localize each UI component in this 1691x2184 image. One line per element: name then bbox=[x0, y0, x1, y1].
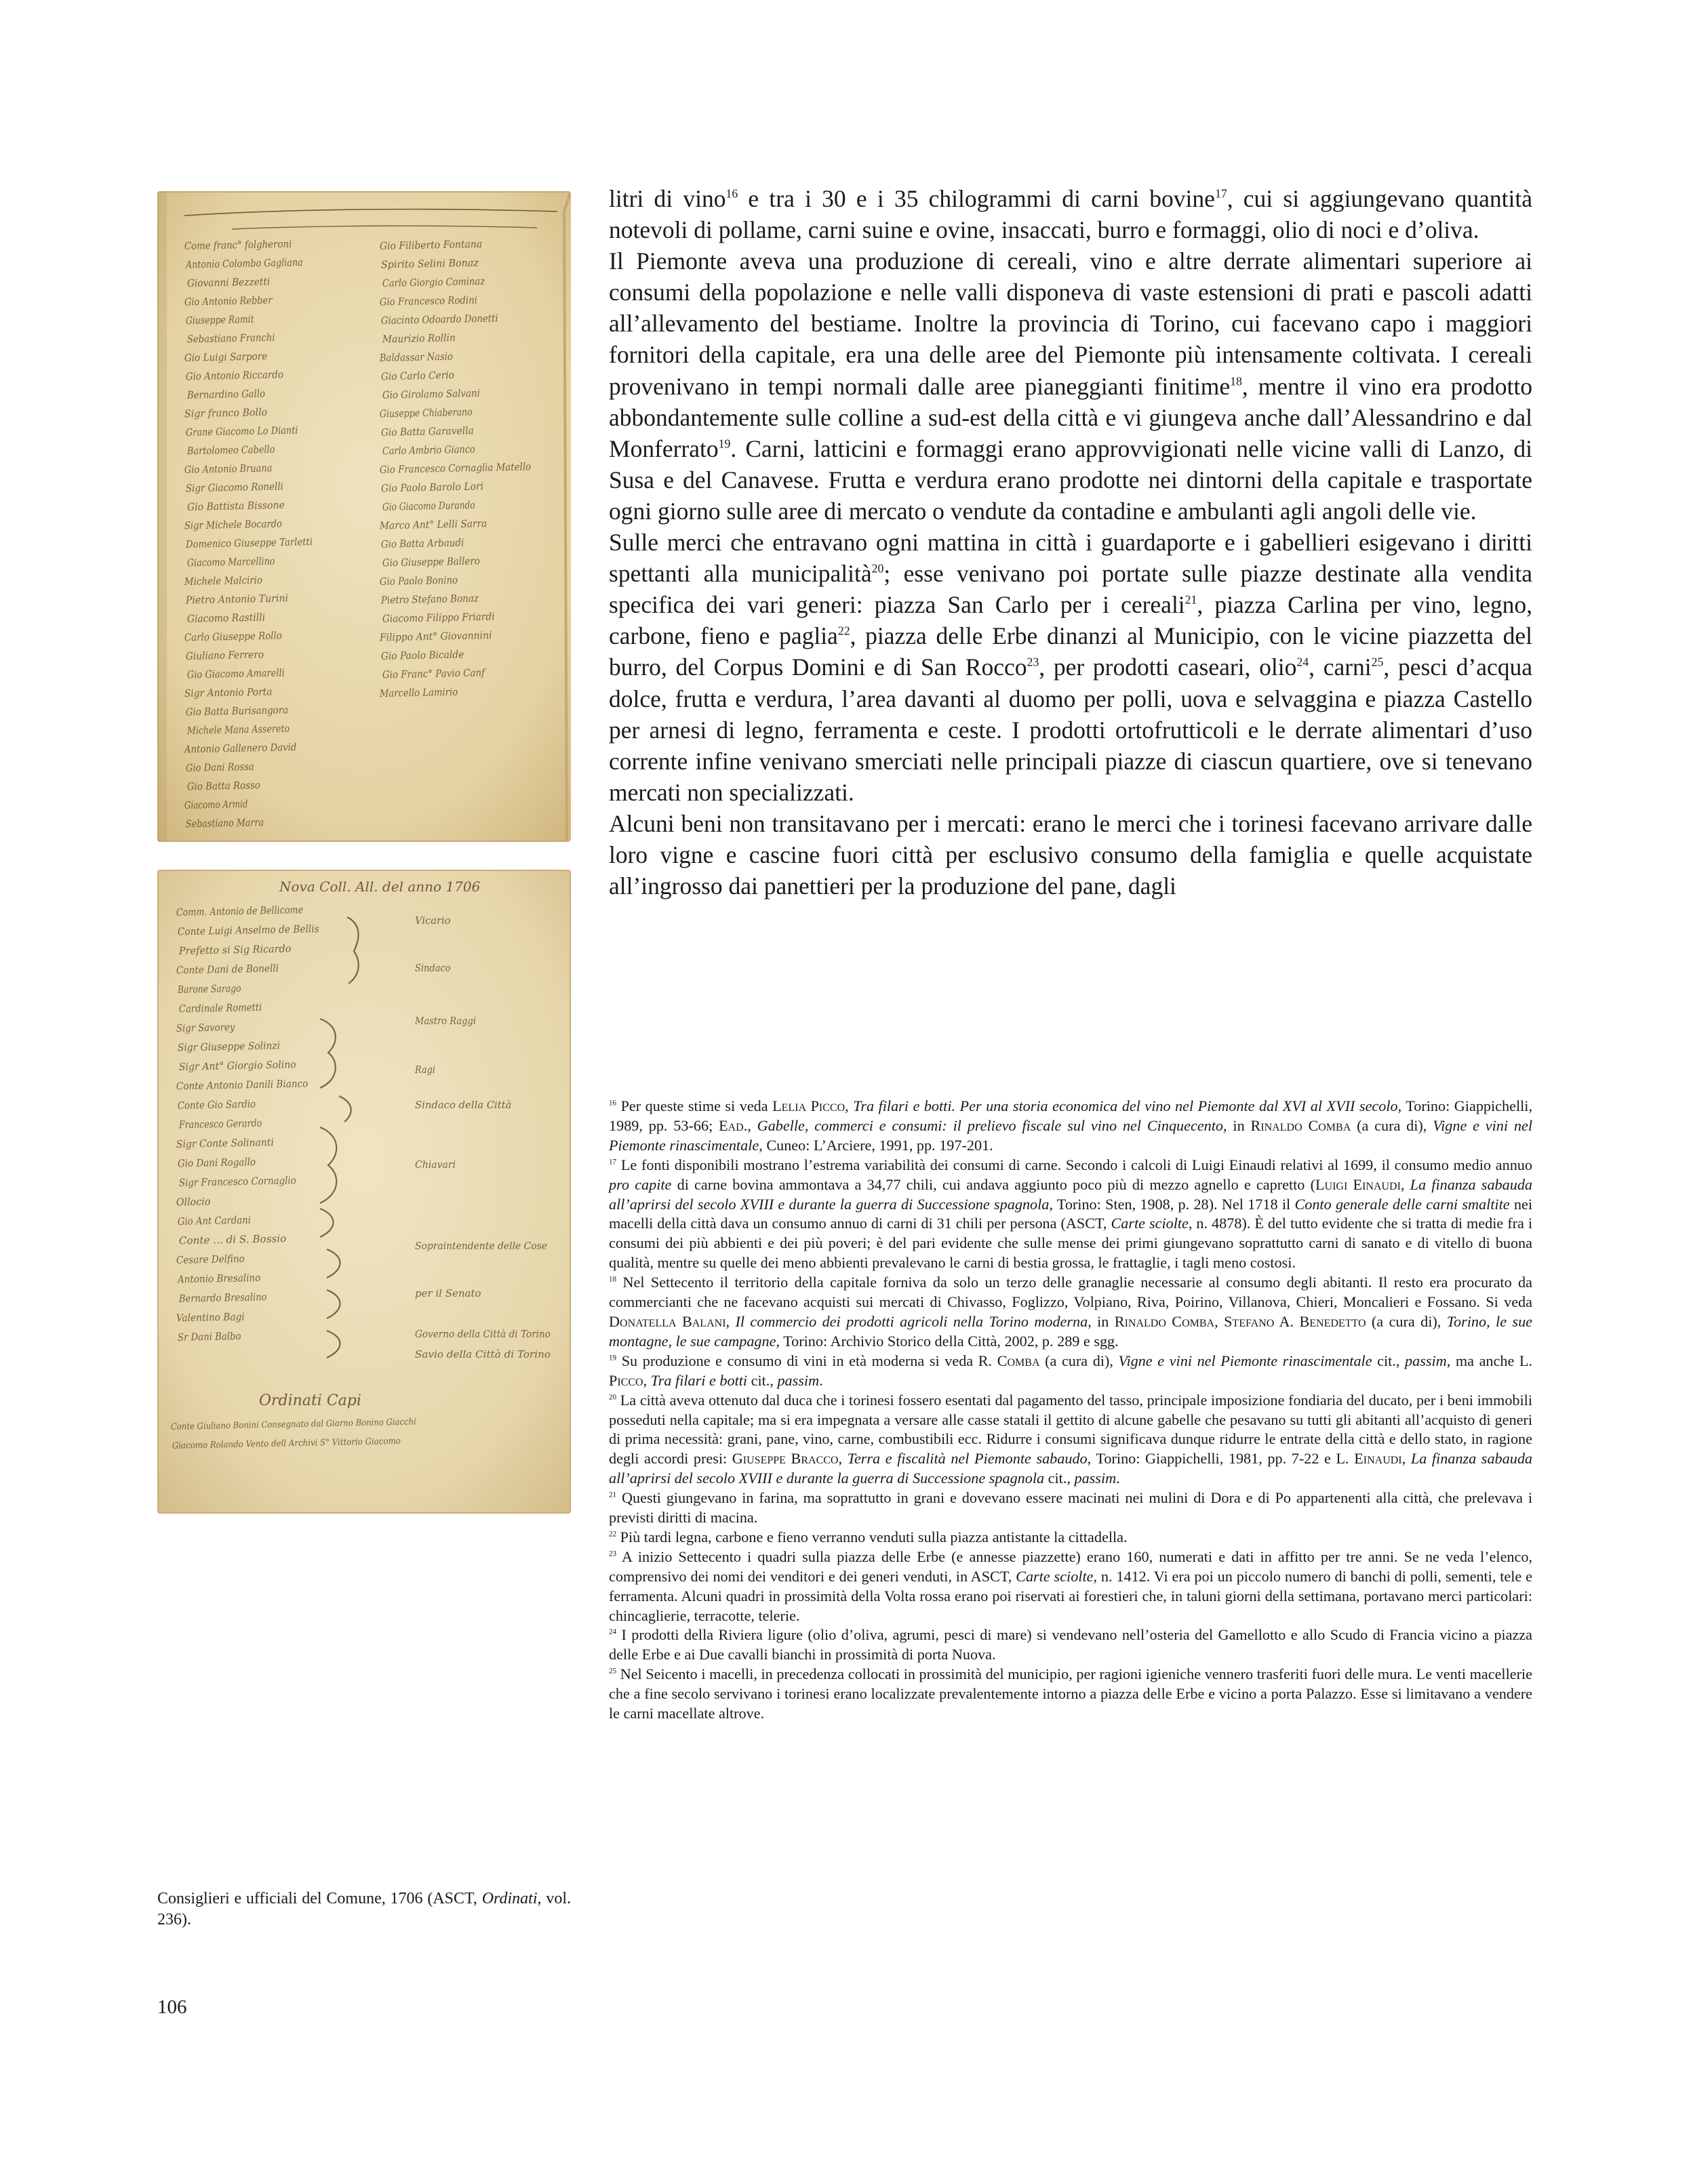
footnote-number: 24 bbox=[609, 1628, 617, 1637]
handwritten-line: Filippo Ant° Giovannini bbox=[379, 628, 501, 644]
text-run: , per prodotti caseari, olio bbox=[1039, 653, 1297, 681]
italic-term: passim bbox=[1405, 1352, 1447, 1369]
text-run: , cui si aggiungevano quantità notevoli di pollame, carni suine e ovine, insaccati, burro e formaggi, olio di noci e d’oliva. bbox=[609, 185, 1532, 244]
handwritten-line: Gio Giacomo Durando bbox=[382, 498, 496, 513]
text-run: , in bbox=[1223, 1116, 1251, 1134]
text-run: (a cura di), bbox=[1351, 1116, 1433, 1134]
work-title: Conto generale delle carni smaltite bbox=[1294, 1195, 1510, 1213]
footnote-number: 18 bbox=[609, 1275, 617, 1284]
handwritten-line: Prefetto si Sig Ricardo bbox=[178, 942, 296, 957]
archive-series: Carte sciolte bbox=[1111, 1215, 1189, 1232]
footnote-25 bbox=[609, 1665, 1532, 1724]
footnote-21 bbox=[609, 1489, 1532, 1528]
footnote-number: 20 bbox=[609, 1393, 617, 1402]
author-name: Rinaldo Comba bbox=[1114, 1312, 1215, 1330]
handwritten-line: per il Senato bbox=[415, 1287, 481, 1299]
handwritten-line: Sigr Savorey bbox=[176, 1020, 243, 1034]
handwritten-line: Chiavari bbox=[415, 1158, 456, 1171]
text-run: , n. 1412. Vi era poi un piccolo numero di banchi di polli, sementi, tele e ferramenta. Alcuni quadri in prossimità della Volta rossa erano poi riservati ai forestieri che, in taluni giorni della settimana, portavano merci particolari: chincaglierie, terracotte, telerie. bbox=[609, 1567, 1532, 1624]
footnote-24 bbox=[609, 1625, 1532, 1665]
text-run: , n. 4878). È del tutto evidente che si tratta di medie fra i consumi dei più abbienti e dei più poveri; è del pari evidente che sulle mense dei primi giungevano soprattutto carni di sanato e di vitello di buona qualità, mentre su quelle dei meno abbienti prevalevano le carni di bestia grossa, le frattaglie, i tagli meno costosi. bbox=[609, 1215, 1533, 1272]
author-name: Ead. bbox=[719, 1116, 748, 1134]
footnote-ref-17: 17 bbox=[1214, 186, 1227, 201]
handwritten-line: Spirito Selini Bonaz bbox=[380, 256, 484, 271]
paragraph bbox=[609, 245, 1532, 527]
handwritten-line: Gio Dani Rogallo bbox=[177, 1155, 265, 1170]
footnotes bbox=[609, 1097, 1532, 1724]
handwritten-line: Maurizio Rollin bbox=[382, 331, 462, 346]
handwritten-line: Sindaco bbox=[415, 962, 451, 974]
author-name: Rinaldo Comba bbox=[1250, 1116, 1351, 1134]
work-title: La finanza sabauda all’aprirsi del secolo XVIII e durante la guerra di Successione spagnola bbox=[609, 1450, 1533, 1487]
text-run: , in bbox=[1088, 1312, 1115, 1330]
footnote-ref-16: 16 bbox=[725, 186, 738, 201]
handwritten-line: Ollocio bbox=[176, 1195, 213, 1209]
handwritten-line: Gio Luigi Sarpore bbox=[184, 350, 277, 364]
handwritten-line: Savio della Città di Torino bbox=[415, 1348, 551, 1360]
manuscript-page-2 bbox=[157, 870, 571, 1514]
handwritten-line: Bernardino Gallo bbox=[186, 387, 276, 401]
text-run: , Torino: Giappichelli, 1981, pp. 7-22 e L. bbox=[1087, 1450, 1355, 1468]
footnote-23 bbox=[609, 1548, 1532, 1626]
text-run: Su produzione e consumo di vini in età moderna si veda R. bbox=[616, 1352, 997, 1369]
manuscript-header: Nova Coll. All. del anno 1706 bbox=[279, 878, 481, 895]
author-name: Picco bbox=[609, 1371, 643, 1389]
handwritten-line: Gio Dani Rossa bbox=[185, 760, 264, 774]
manuscript-image-2 bbox=[157, 870, 571, 1514]
text-run: , piazza delle Erbe dinanzi al Municipio, con le vicine piazzetta del burro, del Corpus Domini e di San Rocco bbox=[609, 622, 1532, 681]
footnote-ref-19: 19 bbox=[718, 437, 731, 451]
handwritten-line: Gio Antonio Rebber bbox=[184, 294, 286, 308]
handwritten-line: Barone Sarago bbox=[177, 982, 255, 996]
page-number: 106 bbox=[157, 1996, 187, 2018]
text-run: . bbox=[1116, 1470, 1120, 1487]
manuscript-image-1 bbox=[157, 191, 571, 842]
text-run: . Carni, latticini e formaggi erano approvvigionati nelle vicine valli di Lanzo, di Susa e del Canavese. Frutta e verdura erano prodotte nei dintorni della capitale e trasportate ogni giorno sulle aree di mercato o vendute da contadine e ambulanti agli angoli delle vie. bbox=[609, 434, 1532, 525]
handwritten-line: Sebastiano Marra bbox=[185, 815, 279, 830]
text-run: , bbox=[747, 1116, 757, 1134]
text-run: I prodotti della Riviera ligure (olio d’oliva, agrumi, pesci di mare) si vendevano nell’osteria del Gamellotto e allo Scudo di Francia vicino a piazza delle Erbe e ai Due cavalli bianchi in prossimità di porta Nuova. bbox=[609, 1626, 1532, 1663]
text-run: cit., bbox=[747, 1371, 778, 1389]
footnote-number: 23 bbox=[609, 1550, 617, 1558]
text-run: , bbox=[1214, 1312, 1225, 1330]
text-run: Per queste stime si veda bbox=[616, 1097, 773, 1114]
handwritten-line: Gio Paolo Bicalde bbox=[380, 648, 472, 662]
text-run: Questi giungevano in farina, ma soprattutto in grani e dovevano essere macinati nei mulini di Dora e di Po appartenenti alla città, che prelevava i previsti diritti di macina. bbox=[609, 1489, 1532, 1526]
work-title: Torino, le sue montagne, le sue campagne bbox=[609, 1312, 1533, 1350]
handwritten-line: Marcello Lamirio bbox=[379, 685, 469, 700]
author-name: Donatella Balani bbox=[609, 1312, 726, 1330]
handwritten-line: Gio Franc° Pavio Canf bbox=[382, 666, 497, 681]
text-run: Nel Seicento i macelli, in precedenza collocati in prossimità del municipio, per ragioni igieniche vennero trasferiti fuori delle mura. Le venti macellerie che a fine secolo servivano i torinesi erano localizzate prevalentemente intorno a piazza delle Erbe e vicino a porta Palazzo. Esse si limitavano a vendere le carni macellate altrove. bbox=[609, 1665, 1532, 1722]
work-title: Tra filari e botti. Per una storia economica del vino nel Piemonte dal XVI al XVII secolo bbox=[853, 1097, 1398, 1114]
text-run: . bbox=[819, 1371, 823, 1389]
manuscript-footer: Ordinati Capi bbox=[259, 1392, 361, 1409]
text-run: Più tardi legna, carbone e fieno verranno venduti sulla piazza antistante la cittadella. bbox=[616, 1528, 1128, 1545]
handwritten-line: Giacinto Odoardo Donetti bbox=[380, 311, 514, 327]
page-binding-shadow bbox=[157, 191, 167, 842]
footnote-number: 25 bbox=[609, 1667, 617, 1676]
text-run: , carni bbox=[1309, 653, 1372, 681]
handwritten-line: Mastro Raggi bbox=[414, 1015, 477, 1027]
work-title: La finanza sabauda all’aprirsi del secolo XVIII e durante la guerra di Successione spagnola bbox=[609, 1175, 1533, 1213]
handwritten-line: Conte Gio Sardio bbox=[177, 1097, 266, 1112]
handwritten-line: Gio Antonio Bruana bbox=[184, 461, 286, 476]
footnote-ref-20: 20 bbox=[871, 561, 884, 575]
handwritten-line: Grane Giacomo Lo Dianti bbox=[185, 423, 317, 439]
handwritten-line: Gio Ant Cardani bbox=[177, 1213, 261, 1228]
handwritten-line: Pietro Antonio Turini bbox=[185, 592, 295, 607]
manuscript-page-1 bbox=[157, 191, 571, 842]
text-run: , Torino: Sten, 1908, p. 28). Nel 1718 il bbox=[1049, 1195, 1295, 1213]
handwritten-line: Francesco Gerardo bbox=[178, 1116, 279, 1131]
handwritten-line: Sr Dani Balbo bbox=[177, 1329, 250, 1343]
handwritten-line: Gio Giuseppe Ballero bbox=[382, 554, 492, 569]
handwritten-line: Gio Batta Rosso bbox=[186, 778, 270, 793]
handwritten-line: Cesare Delfino bbox=[176, 1252, 253, 1266]
handwritten-line: Gio Battista Bissone bbox=[186, 498, 292, 513]
footnote-number: 17 bbox=[609, 1158, 617, 1167]
handwritten-line: Conte ... di S. Bossio bbox=[178, 1232, 285, 1247]
handwritten-line: Giacomo Filippo Friardi bbox=[382, 610, 506, 625]
italic-term: passim bbox=[777, 1371, 820, 1389]
handwritten-line: Giacomo Rastilli bbox=[186, 611, 272, 625]
handwritten-line: Baldassar Nasio bbox=[379, 350, 464, 364]
paragraph bbox=[609, 527, 1532, 808]
italic-term: passim bbox=[1074, 1470, 1117, 1487]
handwritten-line: Michele Malcirio bbox=[184, 573, 272, 588]
archive-series: Carte sciolte bbox=[1016, 1567, 1094, 1585]
text-run: , Torino: Archivio Storico della Città, 2002, p. 289 e sgg. bbox=[776, 1332, 1119, 1350]
text-run: La città aveva ottenuto dal duca che i torinesi fossero esentati dal pagamento del tasso, principale imposizione fondiaria del ducato, per i beni immobili posseduti nella capitale; ma si era impegnata a versare alle casse statali il gettito di alcune gabelle che pesavano su tutti gli abitanti all’acquisto di generi di prima necessità: grani, pane, vino, carne, combustibili ecc. Ridurre i consumi significava dunque ridurre le entrate della città e dello stato, in ragione degli accordi presi: bbox=[609, 1391, 1532, 1468]
handwritten-line: Gio Paolo Barolo Lori bbox=[380, 480, 492, 495]
handwritten-line: Sigr Conte Solinanti bbox=[176, 1135, 281, 1150]
author-name: Lelia Picco bbox=[772, 1097, 846, 1114]
text-run: , bbox=[845, 1097, 854, 1114]
footnote-16 bbox=[609, 1097, 1532, 1156]
footnote-17 bbox=[609, 1156, 1532, 1273]
handwritten-line: Sigr Ant° Giorgio Solino bbox=[178, 1058, 304, 1073]
footnote-ref-23: 23 bbox=[1027, 655, 1039, 670]
author-name: Stefano A. Benedetto bbox=[1224, 1312, 1366, 1330]
handwritten-line: Sigr Giuseppe Solinzi bbox=[177, 1039, 289, 1054]
text-run: cit., bbox=[1044, 1470, 1075, 1487]
handwritten-line: Sigr Antonio Porta bbox=[184, 685, 281, 700]
text-run: A inizio Settecento i quadri sulla piazza delle Erbe (e annesse piazzette) erano 160, numerati e dati in affitto per tre anni. Se ne veda l’elenco, comprensivo dei nomi dei venditori e dei generi venduti, in ASCT, bbox=[609, 1548, 1532, 1585]
text-run: e tra i 30 e i 35 chilogrammi di carni bovine bbox=[738, 185, 1215, 212]
footnote-18 bbox=[609, 1273, 1532, 1352]
handwritten-line: Sigr Giacomo Ronelli bbox=[185, 480, 296, 495]
text-run: cit., bbox=[1372, 1352, 1406, 1369]
handwritten-line: Giuliano Ferrero bbox=[185, 648, 272, 662]
footnote-ref-18: 18 bbox=[1230, 374, 1242, 388]
handwritten-line: Comm. Antonio de Bellicome bbox=[176, 903, 326, 918]
handwritten-line: Giuseppe Ramit bbox=[185, 312, 268, 327]
handwritten-line: Gio Carlo Cerio bbox=[380, 368, 462, 383]
archive-series: Ordinati bbox=[481, 1890, 538, 1907]
handwritten-line: Sigr Michele Bocardo bbox=[184, 517, 297, 532]
handwritten-line: Giacomo Marcellino bbox=[186, 554, 292, 569]
handwritten-line: Carlo Giorgio Cominaz bbox=[382, 275, 500, 289]
text-run: di carne bovina ammontava a 34,77 chili, cui andava aggiunto poco più di mezzo agnello e capretto ( bbox=[671, 1175, 1315, 1193]
author-name: Luigi Einaudi bbox=[1315, 1175, 1401, 1193]
footnote-ref-24: 24 bbox=[1296, 655, 1309, 670]
handwritten-line: Conte Dani de Bonelli bbox=[176, 962, 290, 977]
handwritten-line: Giovanni Bezzetti bbox=[186, 275, 278, 289]
handwritten-line: Vicario bbox=[415, 914, 451, 927]
paragraph bbox=[609, 183, 1532, 245]
text-run: , Cuneo: L’Arciere, 1991, pp. 197-201. bbox=[759, 1136, 993, 1154]
handwritten-line: Gio Antonio Riccardo bbox=[185, 368, 296, 383]
handwritten-line: Conte Antonio Danili Bianco bbox=[176, 1076, 323, 1093]
text-run: , mentre il vino era prodotto abbondantemente sulle colline a sud-est della città e vi giungeva anche dall’Alessandrino e dal Monferrato bbox=[609, 372, 1532, 462]
main-text bbox=[609, 183, 1532, 902]
handwritten-line: Sopraintendente delle Cose bbox=[415, 1240, 548, 1252]
footnote-ref-21: 21 bbox=[1185, 592, 1197, 607]
handwritten-line: Gio Giacomo Amarelli bbox=[186, 666, 300, 681]
work-title: Vigne e vini nel Piemonte rinascimentale bbox=[1118, 1352, 1372, 1369]
author-name: Giuseppe Bracco bbox=[732, 1450, 839, 1468]
work-title: Vigne e vini nel Piemonte rinascimentale bbox=[609, 1116, 1532, 1154]
handwritten-line: Gio Batta Arbaudi bbox=[380, 536, 474, 550]
text-run: , bbox=[725, 1312, 736, 1330]
image-caption bbox=[157, 1888, 571, 1930]
handwritten-line: Gio Girolamo Salvani bbox=[382, 386, 492, 401]
handwritten-line: Cardinale Rometti bbox=[178, 1000, 274, 1015]
work-title: Il commercio dei prodotti agricoli nella Torino moderna bbox=[735, 1312, 1088, 1330]
author-name: Comba bbox=[997, 1352, 1040, 1369]
handwritten-line: Gio Filiberto Fontana bbox=[379, 237, 490, 252]
handwritten-line: Antonio Bresalino bbox=[177, 1271, 270, 1286]
text-run: , bbox=[838, 1450, 848, 1468]
handwritten-line: Sebastiano Franchi bbox=[186, 331, 287, 346]
italic-term: pro capite bbox=[609, 1175, 672, 1193]
paragraph: Alcuni beni non transitavano per i mercati: erano le merci che i torinesi facevano arrivare dalle loro vigne e cascine fuori città per esclusivo consumo della famiglia e quelle acquistate all’ingrosso dai panettieri per la produzione del pane, dagli bbox=[609, 809, 1532, 900]
work-title: Gabelle, commerci e consumi: il prelievo fiscale sul vino nel Cinquecento bbox=[757, 1116, 1224, 1134]
handwritten-line: Carlo Ambrio Gianco bbox=[382, 443, 491, 458]
handwritten-line: Gio Batta Burisangora bbox=[185, 703, 302, 719]
text-run: , bbox=[1400, 1175, 1410, 1193]
footnote-19 bbox=[609, 1352, 1532, 1391]
text-run: , piazza Carlina per vino, legno, carbone, fieno e paglia bbox=[609, 591, 1532, 650]
handwritten-line: Sigr franco Bollo bbox=[184, 405, 272, 420]
handwritten-line: Valentino Bagi bbox=[176, 1310, 252, 1324]
text-run: (a cura di), bbox=[1366, 1312, 1447, 1330]
handwritten-line: Gio Batta Garavella bbox=[380, 424, 483, 439]
handwritten-line: Gio Paolo Bonino bbox=[379, 573, 468, 588]
footnote-ref-22: 22 bbox=[837, 624, 850, 638]
text-run: nei macelli della città dava un consumo annuo di carni di 31 chili per persona (ASCT, bbox=[609, 1195, 1533, 1232]
handwritten-line: Sindaco della Città bbox=[415, 1099, 512, 1111]
handwritten-line: Gio Francesco Rodini bbox=[379, 294, 491, 308]
handwritten-line: Giacomo Rolando Vento dell Archivi S° Vittorio Giacomo bbox=[172, 1436, 424, 1451]
text-run: , vol. 236). bbox=[157, 1890, 571, 1928]
footnote-22 bbox=[609, 1528, 1532, 1548]
handwritten-line: Conte Luigi Anselmo de Bellis bbox=[177, 922, 333, 938]
text-run: Sulle merci che entravano ogni mattina in città i guardaporte e i gabellieri esigevano i diritti spettanti alla municipalità bbox=[609, 529, 1532, 588]
handwritten-line: Governo della Città di Torino bbox=[415, 1328, 551, 1340]
text-run: Il Piemonte aveva una produzione di cereali, vino e altre derrate alimentari superiore ai consumi della popolazione e nelle valli disponeva di vaste estensioni di prati e pascoli adatti all’allevamento del bestiame. Inoltre la provincia di Torino, cui facevano capo i maggiori fornitori della capitale, era una delle aree del Piemonte più intensamente coltivata. I cereali provenivano in tempi normali dalle aree pianeggianti finitime bbox=[609, 247, 1532, 400]
handwritten-line: Bernardo Bresalino bbox=[178, 1290, 280, 1305]
handwritten-line: Conte Giuliano Bonini Consegnato dal Giarno Bonino Giacchi bbox=[170, 1416, 445, 1432]
text-run: , pesci d’acqua dolce, frutta e verdura, l’area davanti al duomo per polli, uova e selvaggina e piazza Castello per arnesi di legno, ferramenta e ceste. I prodotti ortofrutticoli e le derrate alimentari d’uso corrente infine venivano smerciati nelle principali piazze di ciascun quartiere, ove si tenevano mercati non specializzati. bbox=[609, 653, 1532, 806]
footnote-number: 22 bbox=[609, 1530, 617, 1539]
handwritten-line: Sigr Francesco Cornaglio bbox=[178, 1173, 311, 1189]
text-run: , ma anche L. bbox=[1446, 1352, 1532, 1369]
handwritten-line: Antonio Colombo Gagliana bbox=[185, 256, 324, 271]
text-run: , bbox=[643, 1371, 651, 1389]
text-run: ; esse venivano poi portate sulle piazze destinate alla vendita specifica dei vari generi: piazza San Carlo per i cereali bbox=[609, 560, 1533, 619]
text-run: , bbox=[1401, 1450, 1411, 1468]
handwritten-line: Domenico Giuseppe Tarletti bbox=[185, 535, 330, 550]
text-run: litri di vino bbox=[609, 185, 726, 212]
footnote-number: 21 bbox=[609, 1491, 617, 1499]
text-run: (a cura di), bbox=[1039, 1352, 1119, 1369]
footnote-20 bbox=[609, 1391, 1532, 1489]
handwritten-line: Marco Ant° Lelli Sarra bbox=[379, 517, 498, 532]
handwritten-line: Michele Mana Assereto bbox=[186, 722, 309, 737]
footnote-number: 16 bbox=[609, 1099, 617, 1108]
handwritten-line: Bartolomeo Cabello bbox=[186, 443, 290, 458]
work-title: Tra filari e botti bbox=[650, 1371, 748, 1389]
handwritten-line: Giuseppe Chiaberano bbox=[379, 405, 492, 420]
text-run: , Torino: Giappichelli, 1989, pp. 53-66; bbox=[609, 1097, 1533, 1134]
handwritten-line: Giacomo Armid bbox=[184, 797, 264, 811]
text-run: Consiglieri e ufficiali del Comune, 1706 (ASCT, bbox=[157, 1890, 482, 1907]
work-title: Terra e fiscalità nel Piemonte sabaudo bbox=[847, 1450, 1088, 1468]
handwritten-line: Ragi bbox=[414, 1064, 436, 1076]
footnote-ref-25: 25 bbox=[1371, 655, 1384, 670]
text-run: Nel Settecento il territorio della capitale forniva da solo un terzo delle granaglie necessarie al consumo degli abitanti. Il resto era procurato da commercianti che ne facevano acquisti sui mercati di Chivasso, Foglizzo, Volpiano, Riva, Poirino, Villanova, Chieri, Moncalieri e Fossano. Si veda bbox=[609, 1274, 1532, 1311]
footnote-number: 19 bbox=[609, 1354, 617, 1362]
text-run: Le fonti disponibili mostrano l’estrema variabilità dei consumi di carne. Secondo i calcoli di Luigi Einaudi relativi al 1699, il consumo medio annuo bbox=[616, 1156, 1532, 1173]
handwritten-line: Carlo Giuseppe Rollo bbox=[184, 629, 294, 644]
handwritten-line: Pietro Stefano Bonaz bbox=[380, 592, 490, 607]
author-name: Einaudi bbox=[1354, 1450, 1402, 1468]
handwritten-line: Antonio Gallenero David bbox=[184, 740, 311, 756]
handwritten-line: Come franc° folgheroni bbox=[184, 237, 306, 252]
handwritten-line: Gio Francesco Cornaglia Matello bbox=[379, 460, 550, 476]
